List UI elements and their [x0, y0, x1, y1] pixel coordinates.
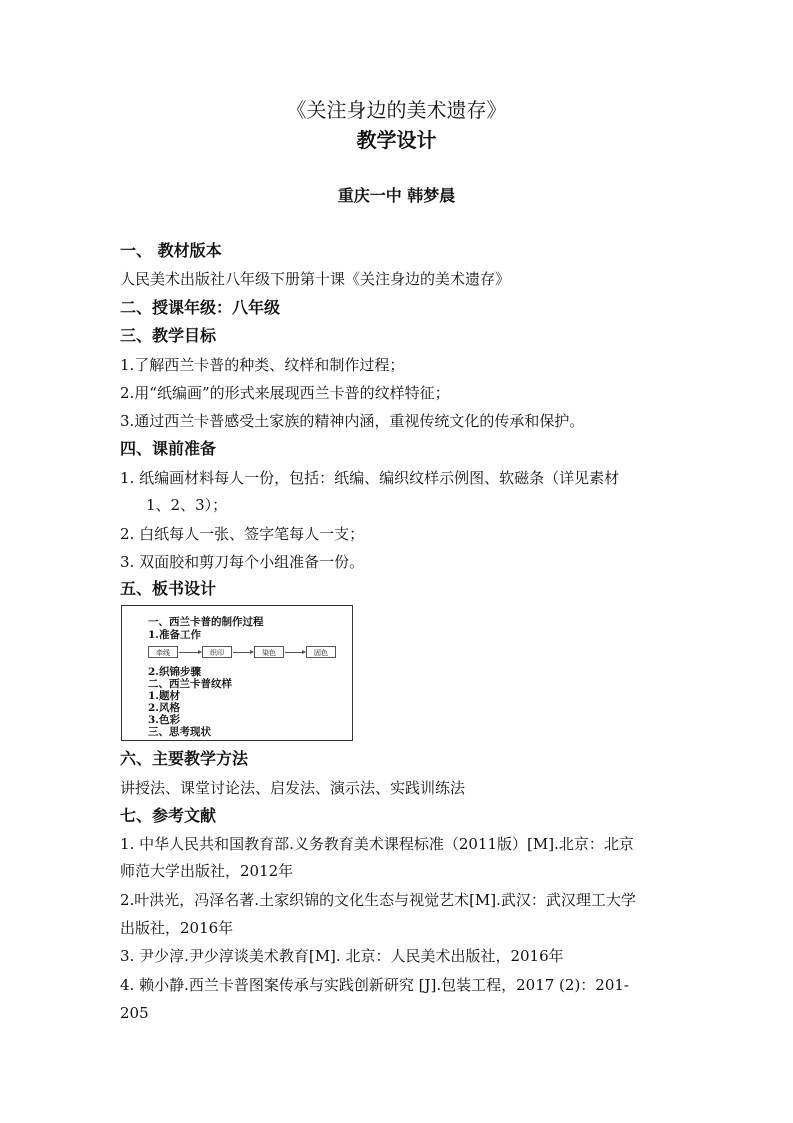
- section-text-1: 人民美术出版社八年级下册第十课《关注身边的美术遗存》: [120, 270, 511, 288]
- section-heading-5: 五、板书设计: [120, 579, 217, 598]
- board-line: 2.风格: [148, 702, 180, 714]
- arrow-right-icon: [179, 652, 201, 653]
- flow-step: 织印: [202, 646, 232, 658]
- board-design-figure: [121, 605, 353, 741]
- list-item: 2.用“纸编画”的形式来展现西兰卡普的纹样特征；: [120, 384, 450, 402]
- document-subtitle: 教学设计: [356, 128, 437, 152]
- list-item: 3.通过西兰卡普感受土家族的精神内涵，重视传统文化的传承和保护。: [120, 412, 585, 430]
- section-heading-7: 七、参考文献: [120, 806, 217, 825]
- flow-step: 牵线: [148, 646, 178, 658]
- list-item: 3. 双面胶和剪刀每个小组准备一份。: [120, 553, 365, 571]
- board-line: 三、思考现状: [148, 726, 211, 738]
- section-heading-6: 六、主要教学方法: [120, 749, 249, 768]
- arrow-right-icon: [285, 652, 305, 653]
- document-title: 《关注身边的美术遗存》: [286, 98, 507, 122]
- author-line: 重庆一中 韩梦晨: [337, 186, 456, 205]
- reference-item: 1. 中华人民共和国教育部.义务教育美术课程标准（2011版）[M].北京：北京: [120, 835, 634, 853]
- board-line: 1.准备工作: [148, 629, 201, 641]
- reference-item: 出版社，2016年: [120, 919, 234, 937]
- reference-item: 3. 尹少淳.尹少淳谈美术教育[M]. 北京：人民美术出版社，2016年: [120, 947, 564, 965]
- board-line: 3.色彩: [148, 714, 180, 726]
- reference-item: 师范大学出版社，2012年: [120, 862, 294, 880]
- board-line: 一、西兰卡普的制作过程: [148, 616, 264, 628]
- list-item: 1.了解西兰卡普的种类、纹样和制作过程；: [120, 356, 405, 374]
- board-line: 1.题材: [148, 690, 180, 702]
- arrow-right-icon: [233, 652, 253, 653]
- section-heading-1: 一、 教材版本: [120, 241, 222, 260]
- reference-item: 205: [120, 1004, 149, 1022]
- list-item: 1. 纸编画材料每人一份，包括：纸编、编织纹样示例图、软磁条（详见素材: [120, 469, 620, 487]
- reference-item: 2.叶洪光，冯泽名著.土家织锦的文化生态与视觉艺术[M].武汉：武汉理工大学: [120, 891, 636, 909]
- flow-step: 染色: [254, 646, 284, 658]
- board-line: 二、西兰卡普纹样: [148, 678, 232, 690]
- list-item: 1、2、3）；: [146, 496, 228, 514]
- section-heading-3: 三、教学目标: [120, 326, 217, 345]
- section-text-6: 讲授法、课堂讨论法、启发法、演示法、实践训练法: [120, 779, 466, 797]
- reference-item: 4. 赖小静.西兰卡普图案传承与实践创新研究 [J].包装工程，2017 (2)：201-: [120, 976, 629, 994]
- flow-step: 固色: [306, 646, 336, 658]
- board-line: 2.织锦步骤: [148, 666, 201, 678]
- section-heading-4: 四、课前准备: [120, 439, 217, 458]
- list-item: 2. 白纸每人一张、签字笔每人一支；: [120, 525, 365, 543]
- section-heading-2: 二、授课年级：八年级: [120, 298, 281, 317]
